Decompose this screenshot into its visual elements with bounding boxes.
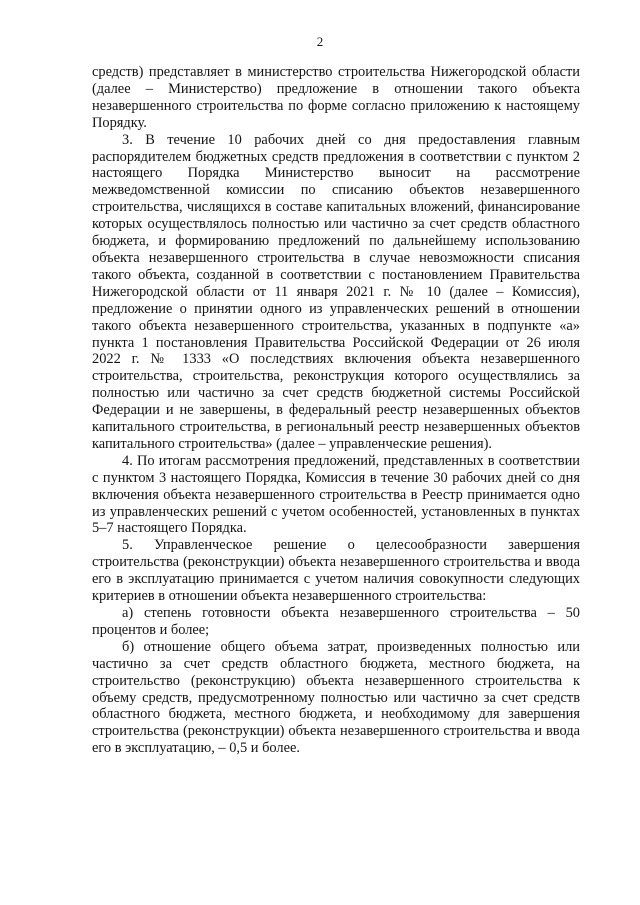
paragraph-item-5: 5. Управленческое решение о целесообразности завершения строительства (реконструкции) объекта незавершенного строительства и ввода его в эксплуатацию принимается с учетом наличия совокупности следующих критериев в отношении объекта незавершенного строительства: xyxy=(92,537,580,605)
page-number: 2 xyxy=(316,34,324,49)
paragraph-item-3: 3. В течение 10 рабочих дней со дня предоставления главным распорядителем бюджетных средств предложения в соответствии с пунктом 2 настоящего Порядка Министерство выносит на рассмотрение межведомственной комиссии по списанию объектов незавершенного строительства, числящихся в составе капитальных вложений, финансирование которых осуществлялось полностью или частично за счет средств областного бюджета, и формированию предложений по дальнейшему использованию объекта незавершенного строительства в случае невозможности списания такого объекта, созданной в соответствии с постановлением Правительства Нижегородской области от 11 января 2021 г. № 10 (далее – Комиссия), предложение о принятии одного из управленческих решений в отношении такого объекта незавершенного строительства, указанных в подпункте «а» пункта 1 постановления Правительства Российской Федерации от 26 июля 2022 г. № 1333 «О последствиях включения объекта незавершенного строительства, строительства, реконструкция которого осуществлялись за полностью или частично за счет средств бюджетной системы Российской Федерации и не завершены, в федеральный реестр незавершенных объектов капитального строительства, в региональный реестр незавершенных объектов капитального строительства» (далее – управленческие решения). xyxy=(92,131,580,452)
subparagraph-b: б) отношение общего объема затрат, произведенных полностью или частично за счет средств областного бюджета, местного бюджета, на строительство (реконструкцию) объекта незавершенного строительства к объему средств, предусмотренному полностью или частично за счет средств областного бюджета, местного бюджета, и необходимому для завершения строительства (реконструкции) объекта незавершенного строительства и ввода его в эксплуатацию, – 0,5 и более. xyxy=(92,638,580,757)
paragraph-continuation: средств) представляет в министерство строительства Нижегородской области (далее – Министерство) предложение в отношении такого объекта незавершенного строительства по форме согласно приложению к настоящему Порядку. xyxy=(92,64,580,131)
subparagraph-a: а) степень готовности объекта незавершенного строительства – 50 процентов и более; xyxy=(92,605,580,638)
paragraph-item-4: 4. По итогам рассмотрения предложений, представленных в соответствии с пунктом 3 настоящего Порядка, Комиссия в течение 30 рабочих дней со дня включения объекта незавершенного строительства в Реестр принимается одно из управленческих решений с учетом особенностей, установленных в пунктах 5–7 настоящего Порядка. xyxy=(92,452,580,537)
document-body xyxy=(92,64,580,757)
